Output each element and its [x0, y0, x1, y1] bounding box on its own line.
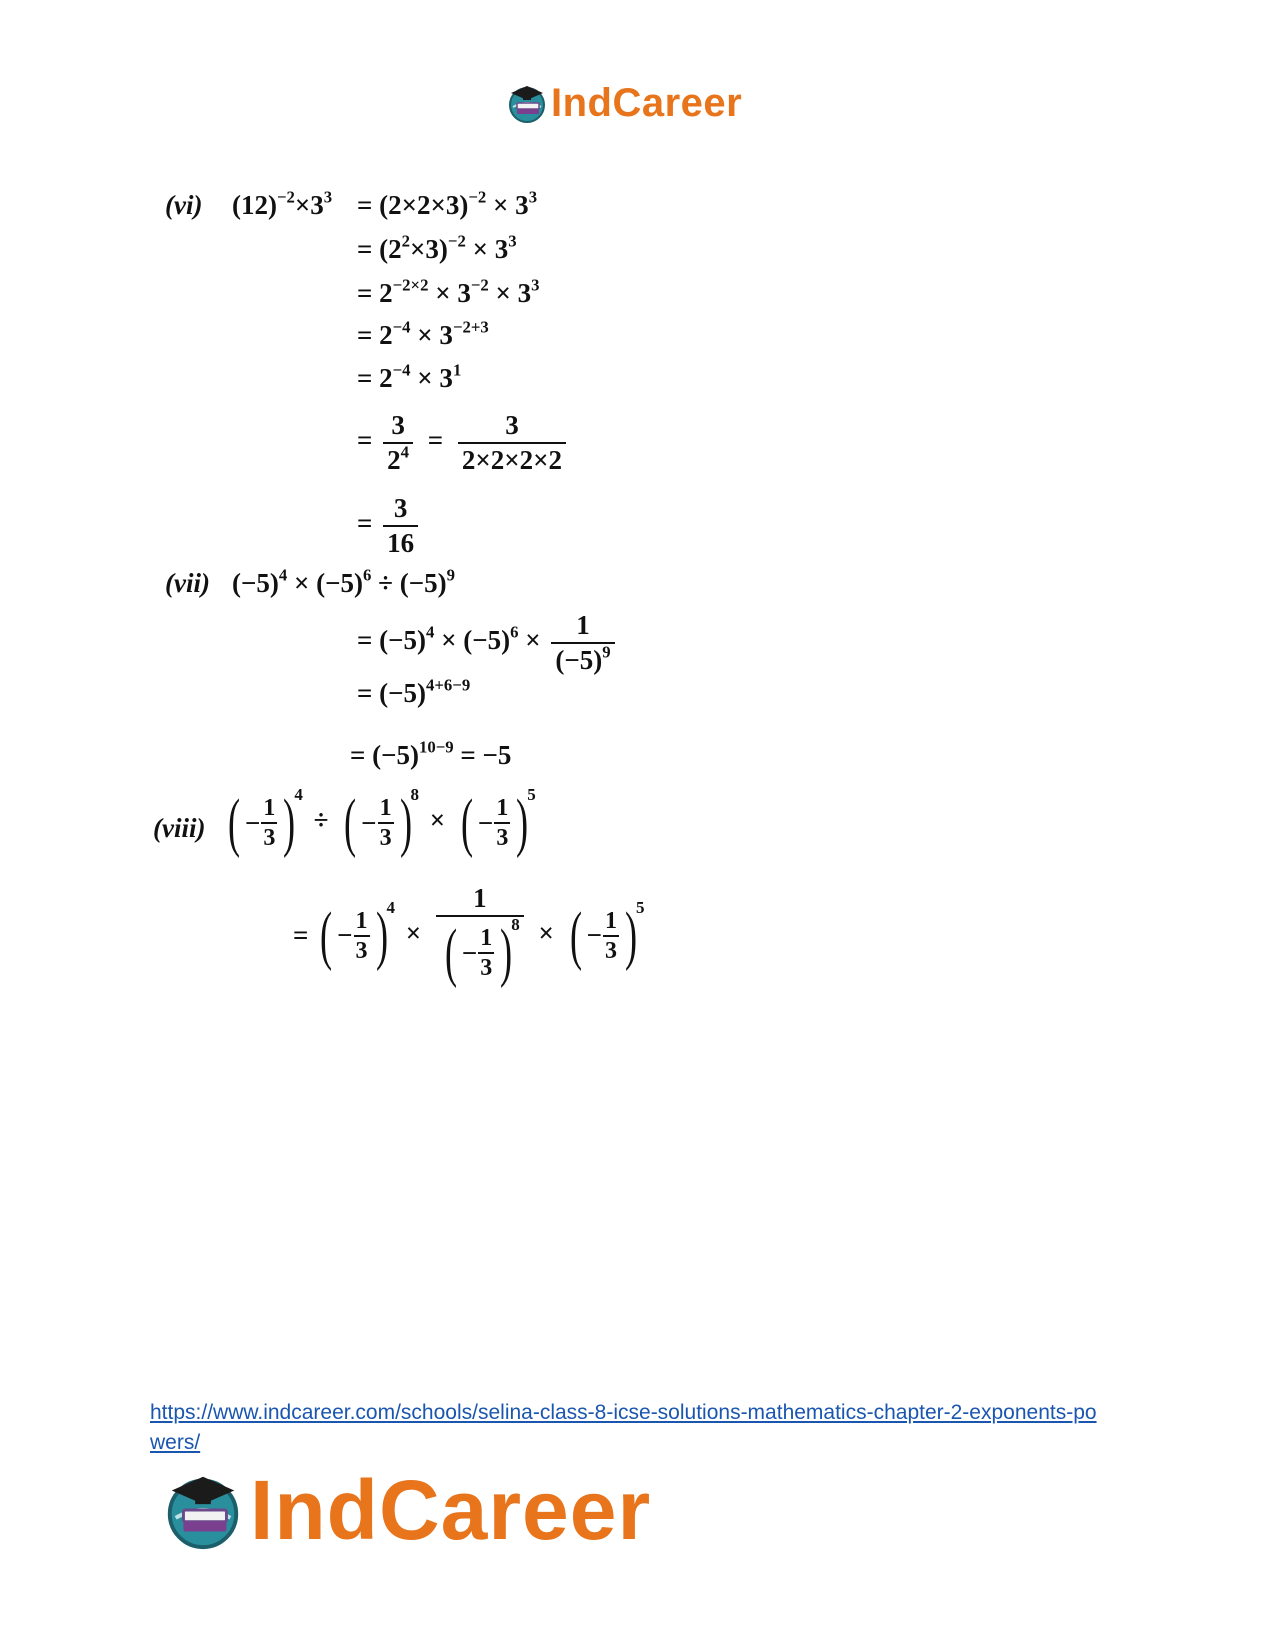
solution-vii-step-1: = $(-5)^4 \times (-5)^6$ × $\frac{1}{(-5)^9}$ [357, 612, 619, 674]
solution-viii-label: (viii) [153, 813, 206, 843]
solution-vi-question: $(12)^{-2}\times 3^3$ [232, 187, 333, 220]
solution-vii-step-2: = $(-5)^{4+6-9}$ [357, 675, 471, 708]
solution-vi-step-2: = $(2^2\times 3)^{-2} \times 3^3$ [357, 231, 517, 264]
header-logo [505, 78, 742, 128]
graduation-globe-icon [505, 81, 549, 125]
graduation-globe-icon [160, 1467, 246, 1553]
solution-viii-step-1: = ( − $\frac{1}{3}$ ) 4 × 1 ( − $\frac{1}{3}$ ) 8 × ( − $\frac{1}{3}$ ) 5 [293, 883, 645, 989]
solution-vii-question: $(-5)^4 \times (-5)^6 \div (-5)^9$ [232, 565, 455, 598]
solution-vi-step-5: = $2^{-4} \times 3^1$ [357, 360, 462, 393]
solution-vii-step-3: = $(-5)^{10-9} = -5$ [350, 737, 512, 770]
solution-vi-step-7: = $\frac{3}{16}$ [357, 495, 422, 557]
solution-viii-question: ( − $\frac{1}{3}$ ) 4 ÷ ( − $\frac{1}{3}$ ) 8 × ( − $\frac{1}{3}$ ) 5 [227, 785, 536, 859]
solution-vi-step-6: = $\frac{3}{2^4}$ = $\frac{3}{2\times 2\times 2\times 2}$ [357, 412, 570, 474]
solution-vi-label: (vi) [165, 190, 203, 220]
footer-logo [160, 1462, 652, 1557]
fraction: 1 ( − $\frac{1}{3}$ ) 8 [436, 885, 524, 986]
brand-name: IndCareer [250, 1462, 652, 1557]
solution-vi-step-4: = $2^{-4} \times 3^{-2+3}$ [357, 317, 489, 350]
solution-vi-step-1: = $(2\times 2\times 3)^{-2} \times 3^3$ [357, 187, 538, 220]
solution-vii-label: (vii) [165, 568, 210, 598]
solution-vi-step-3: = $2^{-2\times 2} \times 3^{-2} \times 3^3$ [357, 275, 540, 308]
source-url-link[interactable]: https://www.indcareer.com/schools/selina-class-8-icse-solutions-mathematics-chapter-2-exponents-powers/ [150, 1401, 1097, 1454]
fraction: $\frac{3}{2\times 2\times 2\times 2}$ [458, 412, 566, 474]
brand-name: IndCareer [551, 80, 743, 125]
fraction: $\frac{3}{16}$ [383, 495, 418, 557]
fraction: $\frac{1}{(-5)^9}$ [551, 612, 614, 674]
fraction: $\frac{3}{2^4}$ [383, 412, 413, 474]
